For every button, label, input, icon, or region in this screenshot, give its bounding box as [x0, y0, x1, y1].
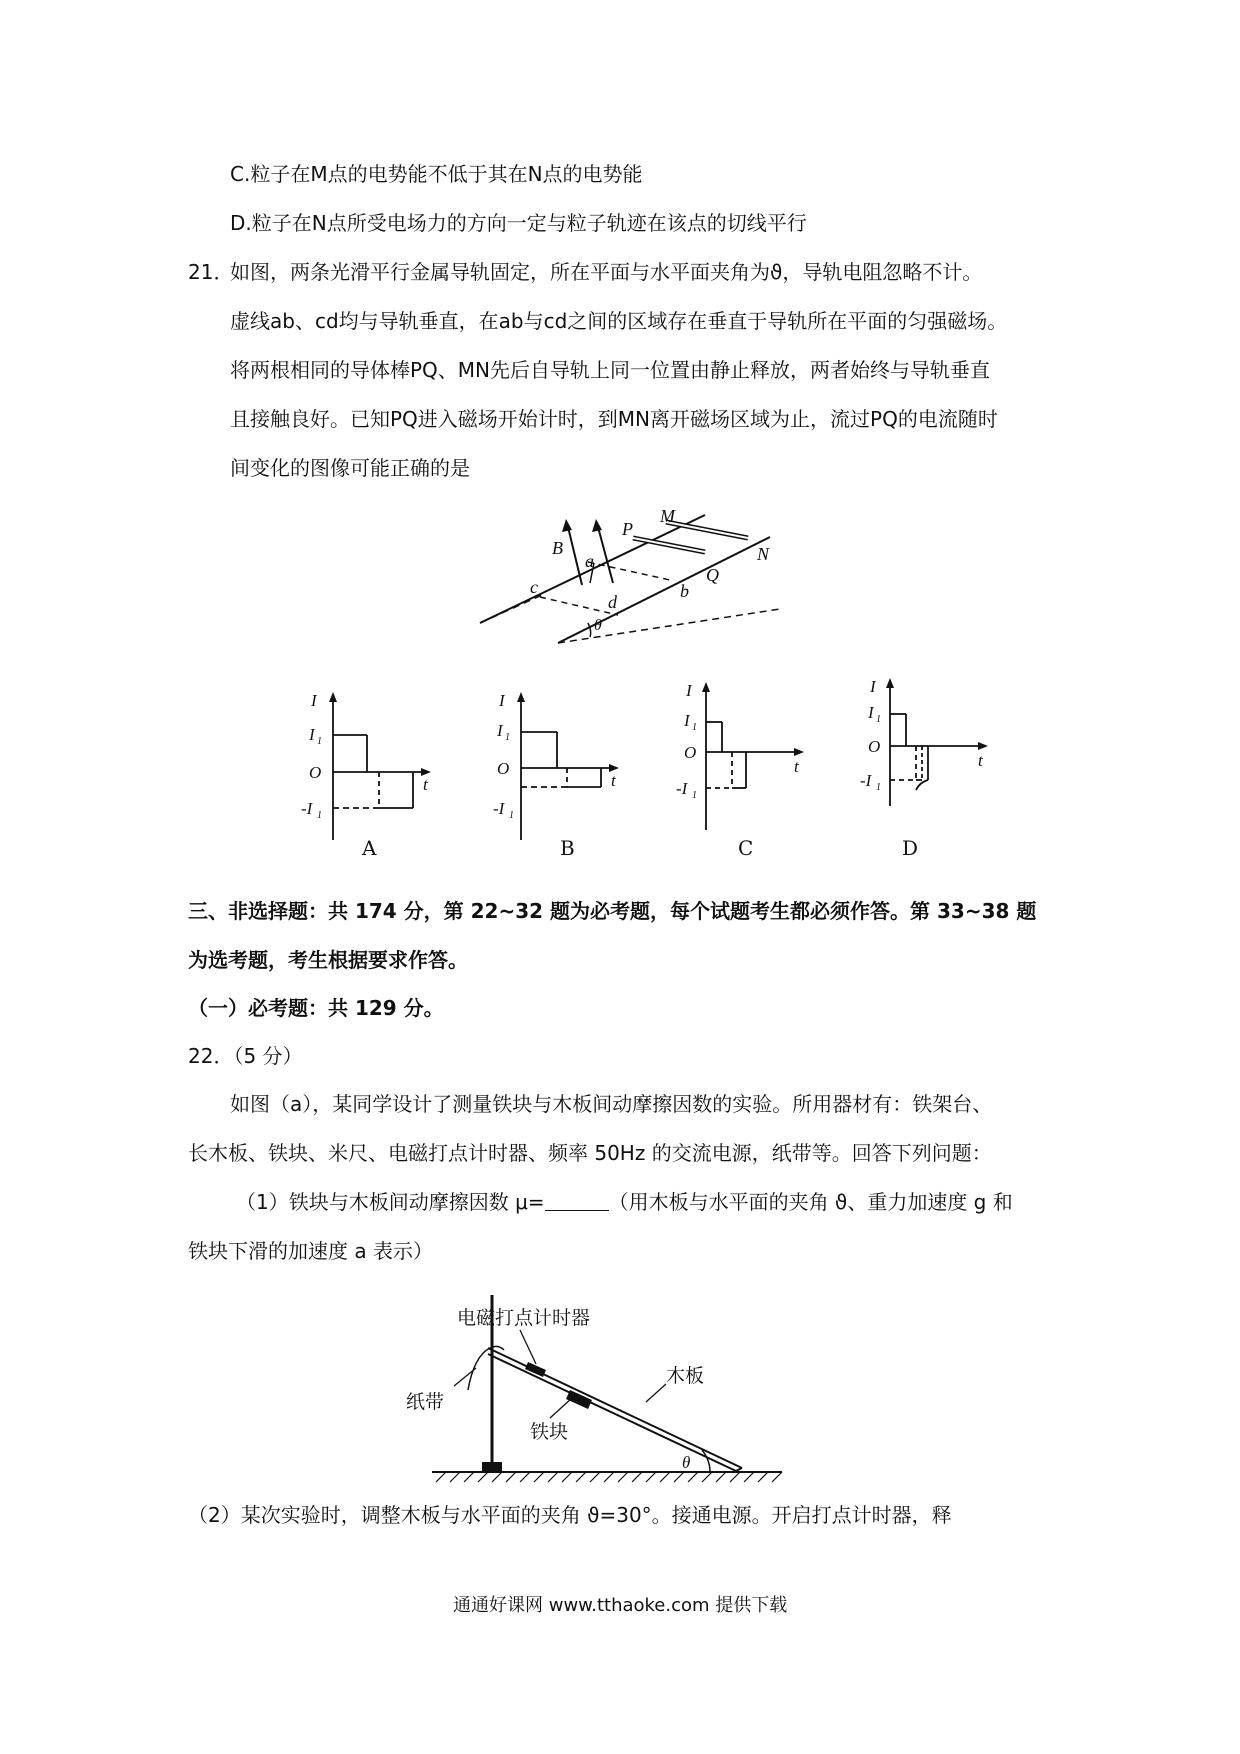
i1-subscript: 1	[317, 736, 322, 747]
tape-label: 纸带	[406, 1391, 445, 1413]
q22-apparatus-figure	[406, 1290, 800, 1490]
q20-option-c: C.粒子在M点的电势能不低于其在N点的电势能	[230, 162, 643, 186]
q22-part1	[236, 1188, 1013, 1216]
q22-part1-pre: （1）铁块与木板间动摩擦因数 μ=	[236, 1190, 545, 1214]
option-a-label: A	[362, 836, 377, 860]
label-c: c	[530, 577, 538, 597]
axis-t-label: t	[423, 775, 428, 794]
neg-i1-subscript: 1	[692, 790, 697, 801]
label-B: B	[552, 538, 563, 558]
neg-i1-label: -I	[676, 779, 688, 798]
q21-number: 21．	[188, 260, 234, 284]
origin-label: O	[497, 759, 510, 778]
i1-subscript: 1	[692, 722, 697, 733]
board-label: 木板	[666, 1365, 705, 1387]
label-d: d	[608, 592, 617, 612]
q22-part1-line2: 铁块下滑的加速度 a 表示）	[188, 1239, 433, 1263]
origin-label: O	[684, 743, 697, 762]
neg-i1-subscript: 1	[317, 810, 322, 821]
label-N: N	[757, 544, 770, 564]
axis-i-label: I	[686, 681, 692, 700]
section3-line1: 三、非选择题：共 174 分，第 22~32 题为必考题，每个试题考生都必须作答。第 33~38 题	[188, 899, 1037, 923]
graph-d	[850, 676, 1010, 836]
block-label: 铁块	[530, 1421, 569, 1443]
label-a: a	[585, 551, 594, 571]
i1-label: I	[684, 711, 690, 730]
footer-text: 通通好课网 www.tthaoke.com 提供下载	[453, 1595, 788, 1616]
label-b: b	[680, 581, 689, 601]
timer-label: 电磁打点计时器	[457, 1307, 591, 1329]
q21-rail-figure	[470, 505, 800, 650]
label-M: M	[660, 506, 675, 526]
origin-label: O	[309, 763, 322, 782]
neg-i1-label: -I	[493, 799, 505, 818]
q20-option-d: D.粒子在N点所受电场力的方向一定与粒子轨迹在该点的切线平行	[230, 211, 807, 235]
q22-part1-post: （用木板与水平面的夹角 ϑ、重力加速度 g 和	[608, 1190, 1013, 1214]
neg-i1-subscript: 1	[876, 782, 881, 793]
i1-label: I	[309, 725, 315, 744]
axis-t-label: t	[794, 757, 799, 776]
neg-i1-label: -I	[301, 799, 313, 818]
axis-i-label: I	[311, 691, 317, 710]
q22-intro: 长木板、铁块、米尺、电磁打点计时器、频率 50Hz 的交流电源，纸带等。回答下列问题：	[188, 1141, 992, 1165]
q21-line: 间变化的图像可能正确的是	[230, 456, 470, 480]
axis-i-label: I	[499, 691, 505, 710]
graph-a	[295, 690, 455, 850]
graph-b	[483, 690, 643, 850]
axis-t-label: t	[978, 751, 983, 770]
axis-i-label: I	[870, 677, 876, 696]
q21-line: 且接触良好。已知PQ进入磁场开始计时，到MN离开磁场区域为止，流过PQ的电流随时	[230, 407, 998, 431]
q22-header: 22．（5 分）	[188, 1044, 303, 1068]
q21-line: 如图，两条光滑平行金属导轨固定，所在平面与水平面夹角为ϑ，导轨电阻忽略不计。	[230, 260, 983, 284]
answer-blank[interactable]	[545, 1190, 609, 1211]
q22-part2: （2）某次实验时，调整木板与水平面的夹角 ϑ=30°。接通电源。开启打点计时器，释	[188, 1503, 952, 1527]
i1-subscript: 1	[505, 732, 510, 743]
origin-label: O	[868, 737, 881, 756]
option-d-label: D	[902, 836, 919, 860]
i1-label: I	[497, 721, 503, 740]
section3-line2: 为选考题，考生根据要求作答。	[188, 948, 468, 972]
q21-line: 将两根相同的导体棒PQ、MN先后自导轨上同一位置由静止释放，两者始终与导轨垂直	[230, 358, 991, 382]
neg-i1-label: -I	[860, 771, 872, 790]
axis-t-label: t	[611, 771, 616, 790]
section3-subtitle: （一）必考题：共 129 分。	[188, 996, 444, 1020]
i1-subscript: 1	[876, 714, 881, 725]
theta-label: θ	[682, 1453, 691, 1472]
option-c-label: C	[738, 836, 754, 860]
graph-c	[666, 680, 826, 840]
label-P: P	[622, 519, 633, 539]
q21-line: 虚线ab、cd均与导轨垂直，在ab与cd之间的区域存在垂直于导轨所在平面的匀强磁场。	[230, 309, 1008, 333]
q22-intro: 如图（a），某同学设计了测量铁块与木板间动摩擦因数的实验。所用器材有：铁架台、	[230, 1092, 993, 1116]
i1-label: I	[868, 703, 874, 722]
label-theta: θ	[594, 617, 602, 634]
option-b-label: B	[560, 836, 575, 860]
neg-i1-subscript: 1	[509, 810, 514, 821]
label-Q: Q	[706, 565, 719, 585]
